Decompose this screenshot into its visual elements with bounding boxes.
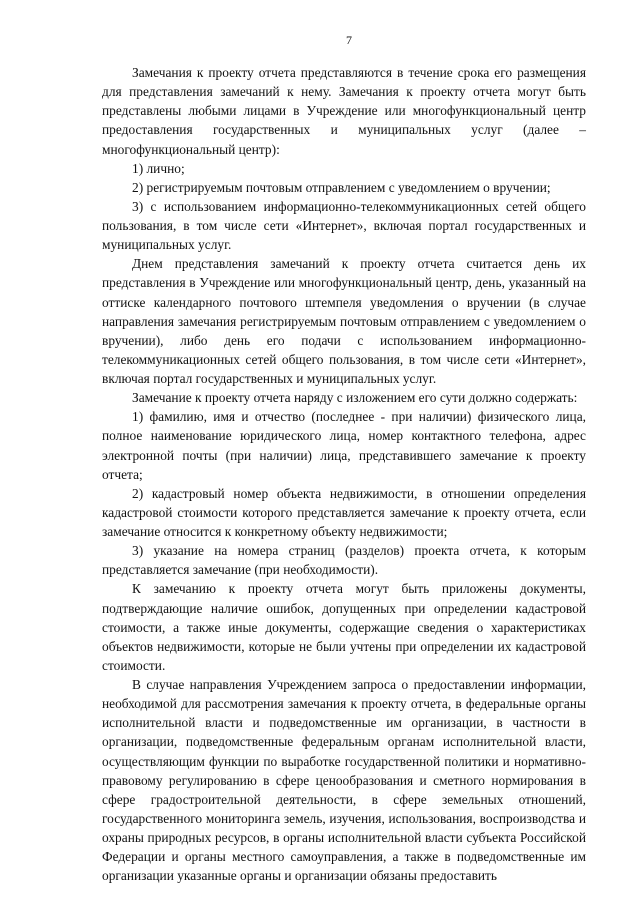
paragraph: 2) кадастровый номер объекта недвижимости, в отношении определения кадастровой стоимости которого представляется замечание к проекту отчета, если замечание относится к конкретному объекту недвижимости; (102, 485, 586, 539)
paragraph: Замечание к проекту отчета наряду с изложением его сути должно содержать: (132, 390, 578, 406)
paragraph: 2) регистрируемым почтовым отправлением с уведомлением о вручении; (132, 179, 551, 195)
paragraph: Замечания к проекту отчета представляются в течение срока его размещения для представления замечаний к нему. Замечания к проекту отчета могут быть представлены любыми лицами в Учреждение или многофункциональный центр предоставления государственных и муниципальных услуг (далее – многофункциональный центр): (102, 65, 586, 157)
paragraph: Днем представления замечаний к проекту отчета считается день их представления в Учреждение или многофункциональный центр, день, указанный на оттиске календарного почтового штемпеля уведомления о вручении (в случае направления замечания регистрируемым почтовым отправлением с уведомлением о вручении), либо день его подачи с использованием информационно-телекоммуникационных сетей общего пользования, в том числе сети «Интернет», включая портал государственных и муниципальных услуг. (102, 256, 586, 386)
paragraph: К замечанию к проекту отчета могут быть приложены документы, подтверждающие наличие ошибок, допущенных при определении кадастровой стоимости, а также иные документы, содержащие сведения о характеристиках объектов недвижимости, которые не были учтены при определении их кадастровой стоимости. (102, 581, 586, 673)
paragraph: 3) с использованием информационно-телекоммуникационных сетей общего пользования, в том числе сети «Интернет», включая портал государственных и муниципальных услуг. (102, 198, 586, 253)
document-body (102, 63, 586, 885)
paragraph: 3) указание на номера страниц (разделов) проекта отчета, к которым представляется замечание (при необходимости). (102, 543, 586, 578)
page-number: 7 (346, 33, 352, 47)
paragraph: 1) лично; (132, 160, 185, 176)
paragraph: 1) фамилию, имя и отчество (последнее - при наличии) физического лица, полное наименование юридического лица, номер контактного телефона, адрес электронной почты (при наличии) лица, представившего замечание к проекту отчета; (102, 409, 586, 482)
paragraph: В случае направления Учреждением запроса о предоставлении информации, необходимой для рассмотрения замечания к проекту отчета, в федеральные органы исполнительной власти и подведомственные им организации, в частности в организации, подведомственные федеральным органам исполнительной власти, осуществляющим функции по выработке государственной политики и нормативно-правовому регулированию в сфере ценообразования и сметного нормирования в сфере градостроительной деятельности, в сфере земельных отношений, государственного мониторинга земель, изучения, использования, воспроизводства и охраны природных ресурсов, в органы исполнительной власти субъекта Российской Федерации и органы местного самоуправления, а также в подведомственные им организации указанные органы и организации обязаны предоставить (102, 677, 586, 884)
